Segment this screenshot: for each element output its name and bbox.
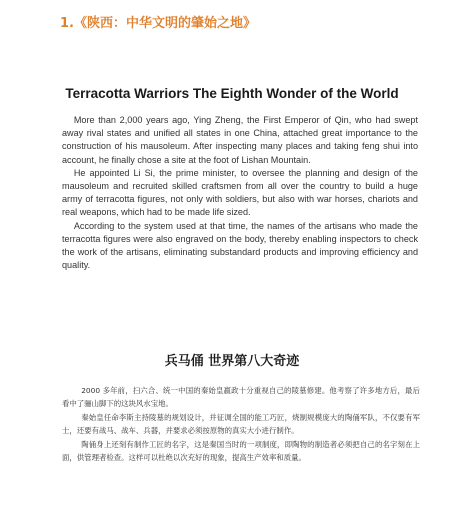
- chinese-paragraph-3: 陶俑身上还刻有制作工匠的名字，这是秦国当时的一项制度，即陶物的制造者必须把自己的名字刻在上面，供管理者检查。这样可以杜绝以次充好的现象，提高生产效率和质量。: [62, 439, 420, 463]
- chinese-paragraph-2: 秦始皇任命李斯主持陵墓的规划设计，并征调全国的能工巧匠，烧制规模庞大的陶俑军队，不仅要有军士，还要有战马、战车、兵器，并要求必须按原物的真实大小进行制作。: [62, 412, 420, 436]
- english-body: [62, 114, 418, 272]
- english-paragraph-1: More than 2,000 years ago, Ying Zheng, the First Emperor of Qin, who had swept away rival states and unified all states in one China, attached great importance to the construction of his mausoleum. After inspecting many places and taking feng shui into account, he finally chose a site at the foot of Lishan Mountain.: [62, 115, 418, 165]
- english-title: Terracotta Warriors The Eighth Wonder of the World: [65, 86, 399, 101]
- chinese-body: [62, 384, 420, 464]
- english-paragraph-3: According to the system used at that time, the names of the artisans who made the terracotta figures were also engraved on the body, thereby enabling inspectors to check the work of the artisans, eliminating substandard products and improving efficiency and quality.: [62, 220, 418, 271]
- english-paragraph-2: He appointed Li Si, the prime minister, to oversee the planning and design of the mausoleum and recruited skilled craftsmen from all over the country to build a huge army of terracotta figures, not only with soldiers, but also with war horses, chariots and real weapons, which had to be made life sized.: [62, 167, 418, 218]
- chinese-paragraph-1: 2000 多年前，扫六合、统一中国的秦始皇嬴政十分重视自己的陵墓修建。他考察了许多地方后，最后看中了骊山脚下的这块风水宝地。: [62, 386, 420, 409]
- section-heading: 1.《陕西：中华文明的肇始之地》: [60, 16, 256, 31]
- chinese-title: 兵马俑 世界第八大奇迹: [164, 354, 300, 369]
